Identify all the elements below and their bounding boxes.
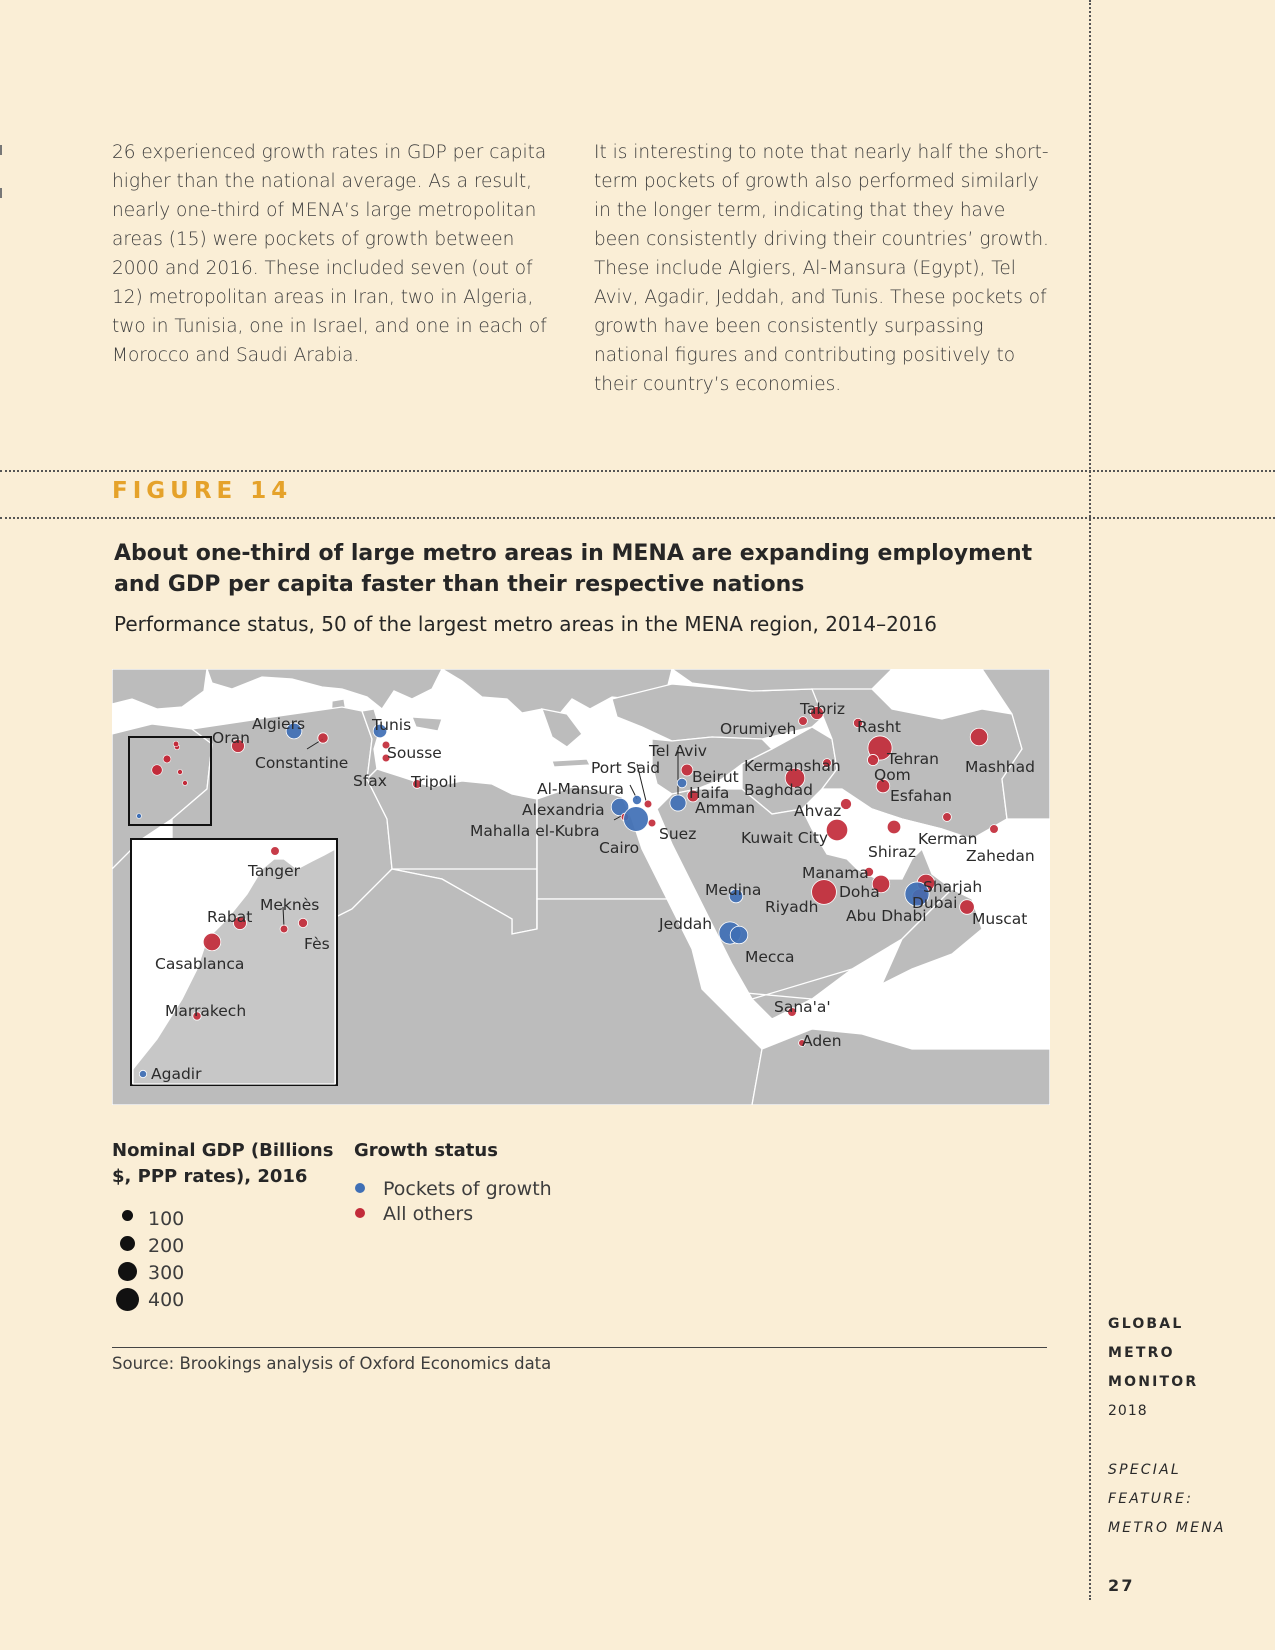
legend-size-200 bbox=[148, 1235, 184, 1257]
city-dot-ahvaz bbox=[840, 798, 851, 809]
city-label-kerman: Kerman bbox=[918, 830, 978, 848]
city-label-riyadh: Riyadh bbox=[765, 898, 819, 916]
city-label-esfahan: Esfahan bbox=[890, 787, 952, 805]
sidebar-metro-mena: METRO MENA bbox=[1108, 1520, 1226, 1536]
margin-guide-vertical bbox=[1089, 0, 1091, 1600]
city-dot-port-said bbox=[644, 800, 652, 808]
city-dot-casablanca bbox=[203, 933, 221, 951]
city-label-doha: Doha bbox=[839, 883, 880, 901]
city-label-kermanshah: Kermanshah bbox=[744, 757, 841, 775]
city-label-muscat: Muscat bbox=[972, 910, 1028, 928]
city-label-manama: Manama bbox=[802, 864, 869, 882]
city-dot-kerman bbox=[943, 813, 952, 822]
figure-label: FIGURE 14 bbox=[112, 478, 293, 504]
city-dot-kuwait-city bbox=[826, 819, 847, 840]
city-label-tabriz: Tabriz bbox=[800, 700, 846, 718]
sicily-land bbox=[412, 717, 442, 731]
legend-size-title bbox=[112, 1138, 333, 1190]
city-label-beirut: Beirut bbox=[692, 768, 739, 786]
city-label-kuwait-city: Kuwait City bbox=[741, 829, 829, 847]
city-label-dubai: Dubai bbox=[912, 894, 958, 912]
source-rule bbox=[112, 1347, 1047, 1348]
city-label-tanger: Tanger bbox=[248, 862, 300, 880]
city-dot-f-s bbox=[298, 918, 307, 927]
overview-dot-rabat bbox=[163, 755, 171, 763]
city-dot-constantine bbox=[318, 733, 328, 743]
city-label-tripoli: Tripoli bbox=[411, 773, 457, 791]
city-label-mecca: Mecca bbox=[745, 948, 795, 966]
overview-dot-casablanca bbox=[152, 765, 163, 776]
city-dot-cairo bbox=[624, 807, 649, 832]
legend-size-400 bbox=[148, 1289, 184, 1311]
city-label-cairo: Cairo bbox=[599, 839, 640, 857]
city-label-port-said: Port Said bbox=[591, 759, 661, 777]
figure-subtitle: Performance status, 50 of the largest metro areas in the MENA region, 2014–2016 bbox=[114, 612, 937, 636]
crete-land bbox=[552, 759, 590, 767]
city-label-alexandria: Alexandria bbox=[522, 801, 605, 819]
city-dot-mecca bbox=[730, 926, 748, 944]
margin-tick bbox=[0, 188, 2, 198]
legend-other-label: All others bbox=[383, 1203, 474, 1225]
city-label-constantine: Constantine bbox=[255, 754, 349, 772]
city-label-casablanca: Casablanca bbox=[155, 955, 245, 973]
legend-status-title: Growth status bbox=[354, 1140, 498, 1161]
city-dot-al-mansura bbox=[632, 795, 641, 804]
city-label-tehran: Tehran bbox=[887, 750, 939, 768]
city-dot-suez bbox=[648, 819, 656, 827]
legend-size-400-label: 400 bbox=[148, 1289, 185, 1311]
city-dot-tel-aviv bbox=[670, 795, 686, 811]
sidebar-special: SPECIAL bbox=[1108, 1462, 1181, 1478]
city-label-mekn-s: Meknès bbox=[260, 896, 320, 914]
sidebar-metro: METRO bbox=[1108, 1345, 1175, 1361]
city-dot-qom bbox=[867, 754, 878, 765]
legend-size-300 bbox=[148, 1262, 184, 1284]
city-label-suez: Suez bbox=[659, 825, 697, 843]
city-dot-mashhad bbox=[970, 728, 988, 746]
city-label-aden: Aden bbox=[802, 1032, 842, 1050]
body-paragraph-right: It is interesting to note that nearly half the short-term pockets of growth also performed similarly in the longer term, indicating that they have been consistently driving their countries’ growth. These include Algiers, Al-Mansura (Egypt), Tel Aviv, Agadir, Jeddah, and Tunis. These pockets of growth have been consistently surpassing national figures and contributing positively to their country’s economies. bbox=[594, 142, 1049, 395]
city-label-amman: Amman bbox=[695, 799, 756, 817]
city-label-mashhad: Mashhad bbox=[965, 758, 1035, 776]
legend-size-100 bbox=[148, 1208, 184, 1230]
city-label-abu-dhabi: Abu Dhabi bbox=[846, 907, 927, 925]
margin-tick bbox=[0, 145, 2, 155]
city-dot-mekn-s bbox=[280, 925, 288, 933]
sidebar-monitor: MONITOR bbox=[1108, 1374, 1199, 1390]
city-dot-tanger bbox=[271, 847, 280, 856]
legend-size-title-line1: Nominal GDP (Billions bbox=[112, 1140, 334, 1161]
page-number: 27 bbox=[1108, 1576, 1135, 1595]
iberia-land bbox=[112, 669, 207, 709]
legend-size-200-label: 200 bbox=[148, 1235, 185, 1257]
city-label-sana-a: Sana'a' bbox=[774, 998, 831, 1016]
legend-size-300-dot bbox=[118, 1262, 137, 1281]
overview-dot-mekn-s bbox=[178, 770, 183, 775]
legend-all-others bbox=[383, 1203, 473, 1225]
city-label-sfax: Sfax bbox=[353, 772, 387, 790]
overview-dot-agadir bbox=[137, 814, 142, 819]
city-dot-shiraz bbox=[887, 820, 901, 834]
city-label-tel-aviv: Tel Aviv bbox=[649, 742, 707, 760]
sidebar-feature: FEATURE: bbox=[1108, 1491, 1194, 1507]
city-label-qom: Qom bbox=[874, 766, 911, 784]
divider-top bbox=[0, 470, 1275, 472]
legend-size-200-dot bbox=[120, 1236, 135, 1251]
overview-dot-marrakech bbox=[183, 781, 188, 786]
city-label-algiers: Algiers bbox=[252, 715, 306, 733]
legend-size-100-label: 100 bbox=[148, 1208, 185, 1230]
legend-size-100-dot bbox=[122, 1210, 133, 1221]
city-label-ahvaz: Ahvaz bbox=[794, 802, 842, 820]
city-label-rabat: Rabat bbox=[207, 908, 253, 926]
divider-bottom bbox=[0, 517, 1275, 519]
mena-map bbox=[112, 669, 1050, 1105]
city-label-haifa: Haifa bbox=[689, 784, 730, 802]
city-label-rasht: Rasht bbox=[857, 718, 901, 736]
legend-other-dot bbox=[355, 1208, 365, 1218]
sidebar-year: 2018 bbox=[1108, 1403, 1148, 1419]
legend-size-title-line2: $, PPP rates), 2016 bbox=[112, 1166, 308, 1187]
greece-land bbox=[542, 709, 582, 747]
france-italy-land bbox=[207, 669, 442, 709]
city-label-shiraz: Shiraz bbox=[868, 843, 916, 861]
city-label-zahedan: Zahedan bbox=[966, 847, 1035, 865]
figure-title: About one-third of large metro areas in MENA are expanding employment and GDP per capita faster than their respective nations bbox=[114, 541, 1033, 597]
legend-size-300-label: 300 bbox=[148, 1262, 185, 1284]
city-dot-haifa bbox=[677, 778, 687, 788]
city-label-al-mansura: Al-Mansura bbox=[537, 780, 624, 798]
city-label-agadir: Agadir bbox=[151, 1065, 202, 1083]
city-label-medina: Medina bbox=[705, 881, 762, 899]
city-dot-zahedan bbox=[990, 825, 999, 834]
city-label-mahalla-el-kubra: Mahalla el-Kubra bbox=[470, 822, 600, 840]
city-label-orumiyeh: Orumiyeh bbox=[720, 720, 797, 738]
legend-size-400-dot bbox=[116, 1288, 139, 1311]
overview-dot-f-s bbox=[173, 741, 179, 747]
city-label-baghdad: Baghdad bbox=[744, 781, 813, 799]
city-label-oran: Oran bbox=[212, 729, 250, 747]
legend-pockets-of-growth bbox=[383, 1178, 552, 1200]
city-label-f-s: Fès bbox=[304, 935, 330, 953]
legend-pocket-dot bbox=[355, 1183, 365, 1193]
figure-source: Source: Brookings analysis of Oxford Economics data bbox=[112, 1354, 552, 1373]
body-paragraph-left: 26 experienced growth rates in GDP per capita higher than the national average. As a result, nearly one-third of MENA’s large metropolitan areas (15) were pockets of growth between 2000 and 2016. These included seven (out of 12) metropolitan areas in Iran, two in Algeria, two in Tunisia, one in Israel, and one in each of Morocco and Saudi Arabia. bbox=[112, 142, 547, 366]
city-label-jeddah: Jeddah bbox=[659, 915, 713, 933]
horn-africa-land bbox=[752, 1029, 1050, 1105]
city-label-sharjah: Sharjah bbox=[923, 878, 983, 896]
legend-pocket-label: Pockets of growth bbox=[383, 1178, 552, 1200]
city-label-marrakech: Marrakech bbox=[165, 1002, 247, 1020]
city-dot-agadir bbox=[139, 1070, 146, 1077]
sidebar-global: GLOBAL bbox=[1108, 1316, 1184, 1332]
city-label-tunis: Tunis bbox=[372, 716, 412, 734]
city-label-sousse: Sousse bbox=[387, 744, 442, 762]
